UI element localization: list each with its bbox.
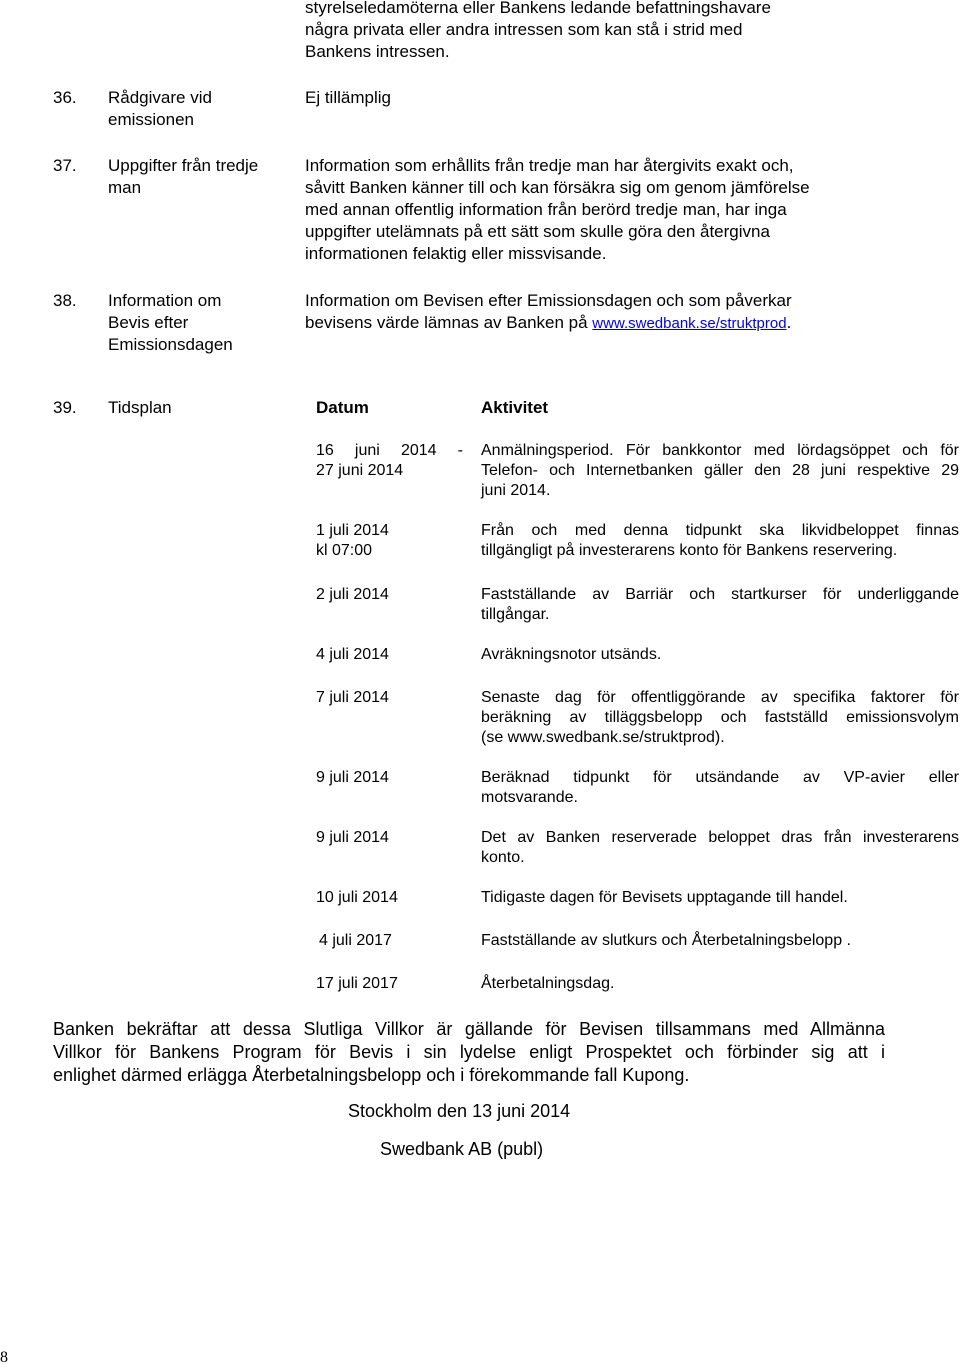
section-36-label bbox=[108, 87, 298, 131]
schedule-row-activity bbox=[481, 888, 959, 908]
intro-line: Bankens intressen. bbox=[305, 42, 450, 61]
schedule-row-date bbox=[316, 828, 466, 848]
closing-line: Banken bekräftar att dessa Slutliga Villkor är gällande för Bevisen tillsammans med Allmänna bbox=[53, 1019, 885, 1039]
schedule-row-date bbox=[316, 974, 466, 994]
intro-line: styrelseledamöterna eller Bankens ledande befattningshavare bbox=[305, 0, 771, 17]
schedule-row-activity bbox=[481, 828, 959, 868]
schedule-row-date bbox=[316, 521, 466, 561]
section-label-line: Information om bbox=[108, 291, 222, 310]
activity-line: tillgångar. bbox=[481, 606, 550, 623]
section-36-number: 36. bbox=[53, 88, 77, 107]
date-line: 17 juli 2017 bbox=[316, 975, 398, 992]
date-line: 4 juli 2014 bbox=[316, 646, 389, 663]
place-date: Stockholm den 13 juni 2014 bbox=[348, 1101, 571, 1121]
activity-line: beräkning av tilläggsbelopp och fastställd emissionsvolym bbox=[481, 709, 959, 726]
section-37-number: 37. bbox=[53, 156, 77, 175]
activity-line: Fastställande av Barriär och startkurser för underliggande bbox=[481, 586, 959, 603]
schedule-row-date bbox=[316, 768, 466, 788]
section-label-line: Emissionsdagen bbox=[108, 335, 233, 354]
section-label-line: emissionen bbox=[108, 110, 194, 129]
date-line: 2 juli 2014 bbox=[316, 586, 389, 603]
activity-line: Beräknad tidpunkt för utsändande av VP-avier eller bbox=[481, 769, 959, 786]
section-label-line: Bevis efter bbox=[108, 313, 189, 332]
schedule-row-date bbox=[316, 688, 466, 708]
schedule-row-activity bbox=[481, 645, 959, 665]
signatory: Swedbank AB (publ) bbox=[380, 1139, 544, 1159]
section-text-line: såvitt Banken känner till och kan försäkra sig om genom jämförelse bbox=[305, 178, 810, 197]
section-text-fragment: bevisens värde lämnas av Banken på bbox=[305, 313, 588, 332]
section-text-line: Ej tillämplig bbox=[305, 88, 391, 107]
date-line: kl 07:00 bbox=[316, 542, 373, 559]
schedule-row-date bbox=[319, 931, 469, 951]
section-37-label bbox=[108, 155, 288, 199]
schedule-row-date bbox=[316, 888, 466, 908]
activity-line: (se www.swedbank.se/struktprod). bbox=[481, 729, 725, 746]
section-39-number: 39. bbox=[53, 398, 77, 417]
date-line: 9 juli 2014 bbox=[316, 829, 389, 846]
date-line: 7 juli 2014 bbox=[316, 689, 389, 706]
schedule-row-date bbox=[316, 585, 466, 605]
schedule-row-activity bbox=[481, 441, 959, 501]
page-number: 8 bbox=[0, 1349, 8, 1366]
activity-line: Avräkningsnotor utsänds. bbox=[481, 646, 662, 663]
section-label-line: Uppgifter från tredje bbox=[108, 156, 259, 175]
activity-line: Det av Banken reserverade beloppet dras från investerarens bbox=[481, 829, 959, 846]
activity-line: Telefon- och Internetbanken gäller den 28 juni respektive 29 bbox=[481, 462, 959, 479]
activity-line: tillgängligt på investerarens konto för Bankens reservering. bbox=[481, 542, 898, 559]
intro-paragraph bbox=[305, 0, 865, 63]
section-39-label: Tidsplan bbox=[108, 398, 172, 417]
activity-line: Återbetalningsdag. bbox=[481, 975, 615, 992]
intro-line: några privata eller andra intressen som kan stå i strid med bbox=[305, 20, 743, 39]
schedule-row-date bbox=[316, 441, 466, 481]
section-37-text bbox=[305, 155, 890, 265]
schedule-header-date: Datum bbox=[316, 398, 369, 417]
schedule-row-activity bbox=[481, 974, 959, 994]
schedule-header-activity: Aktivitet bbox=[481, 398, 549, 417]
section-38-label bbox=[108, 290, 298, 356]
activity-line: Tidigaste dagen för Bevisets upptagande till handel. bbox=[481, 889, 848, 906]
schedule-row-date bbox=[316, 645, 466, 665]
section-38-text bbox=[305, 290, 895, 335]
section-text-line bbox=[305, 312, 895, 335]
activity-line: Senaste dag för offentliggörande av specifika faktorer för bbox=[481, 689, 959, 706]
section-text-line: uppgifter utelämnats på ett sätt som skulle göra den återgivna bbox=[305, 222, 770, 241]
schedule-row-activity bbox=[481, 585, 959, 625]
schedule-row-activity bbox=[481, 521, 959, 561]
activity-line: Anmälningsperiod. För bankkontor med lördagsöppet och för bbox=[481, 442, 959, 459]
date-line: 1 juli 2014 bbox=[316, 522, 389, 539]
closing-line: Villkor för Bankens Program för Bevis i sin lydelse enligt Prospektet och förbinder sig att i bbox=[53, 1042, 885, 1062]
section-38-number: 38. bbox=[53, 291, 77, 310]
section-text-line: med annan offentlig information från berörd tredje man, har inga bbox=[305, 200, 787, 219]
closing-line: enlighet därmed erlägga Återbetalningsbelopp och i förekommande fall Kupong. bbox=[53, 1065, 690, 1085]
section-text-line: Information som erhållits från tredje man har återgivits exakt och, bbox=[305, 156, 794, 175]
section-text-line: informationen felaktig eller missvisande. bbox=[305, 244, 607, 263]
date-line: 9 juli 2014 bbox=[316, 769, 389, 786]
date-line: 27 juni 2014 bbox=[316, 462, 404, 479]
activity-line: konto. bbox=[481, 849, 525, 866]
section-label-line: man bbox=[108, 178, 142, 197]
closing-paragraph bbox=[53, 1018, 885, 1087]
activity-line: motsvarande. bbox=[481, 789, 578, 806]
schedule-row-activity bbox=[481, 768, 959, 808]
activity-line: Från och med denna tidpunkt ska likvidbeloppet finnas bbox=[481, 522, 959, 539]
date-line: 4 juli 2017 bbox=[319, 932, 392, 949]
schedule-row-activity bbox=[481, 688, 959, 748]
section-text-line: Information om Bevisen efter Emissionsdagen och som påverkar bbox=[305, 291, 792, 310]
activity-line: juni 2014. bbox=[481, 482, 551, 499]
section-36-text bbox=[305, 87, 885, 109]
struktprod-link[interactable]: www.swedbank.se/struktprod bbox=[592, 315, 787, 332]
section-label-line: Rådgivare vid bbox=[108, 88, 212, 107]
date-line: 10 juli 2014 bbox=[316, 889, 398, 906]
date-line: 16 juni 2014 - bbox=[316, 442, 463, 459]
schedule-row-activity bbox=[481, 931, 959, 951]
link-suffix: . bbox=[786, 313, 792, 332]
activity-line: Fastställande av slutkurs och Återbetalningsbelopp . bbox=[481, 932, 851, 949]
